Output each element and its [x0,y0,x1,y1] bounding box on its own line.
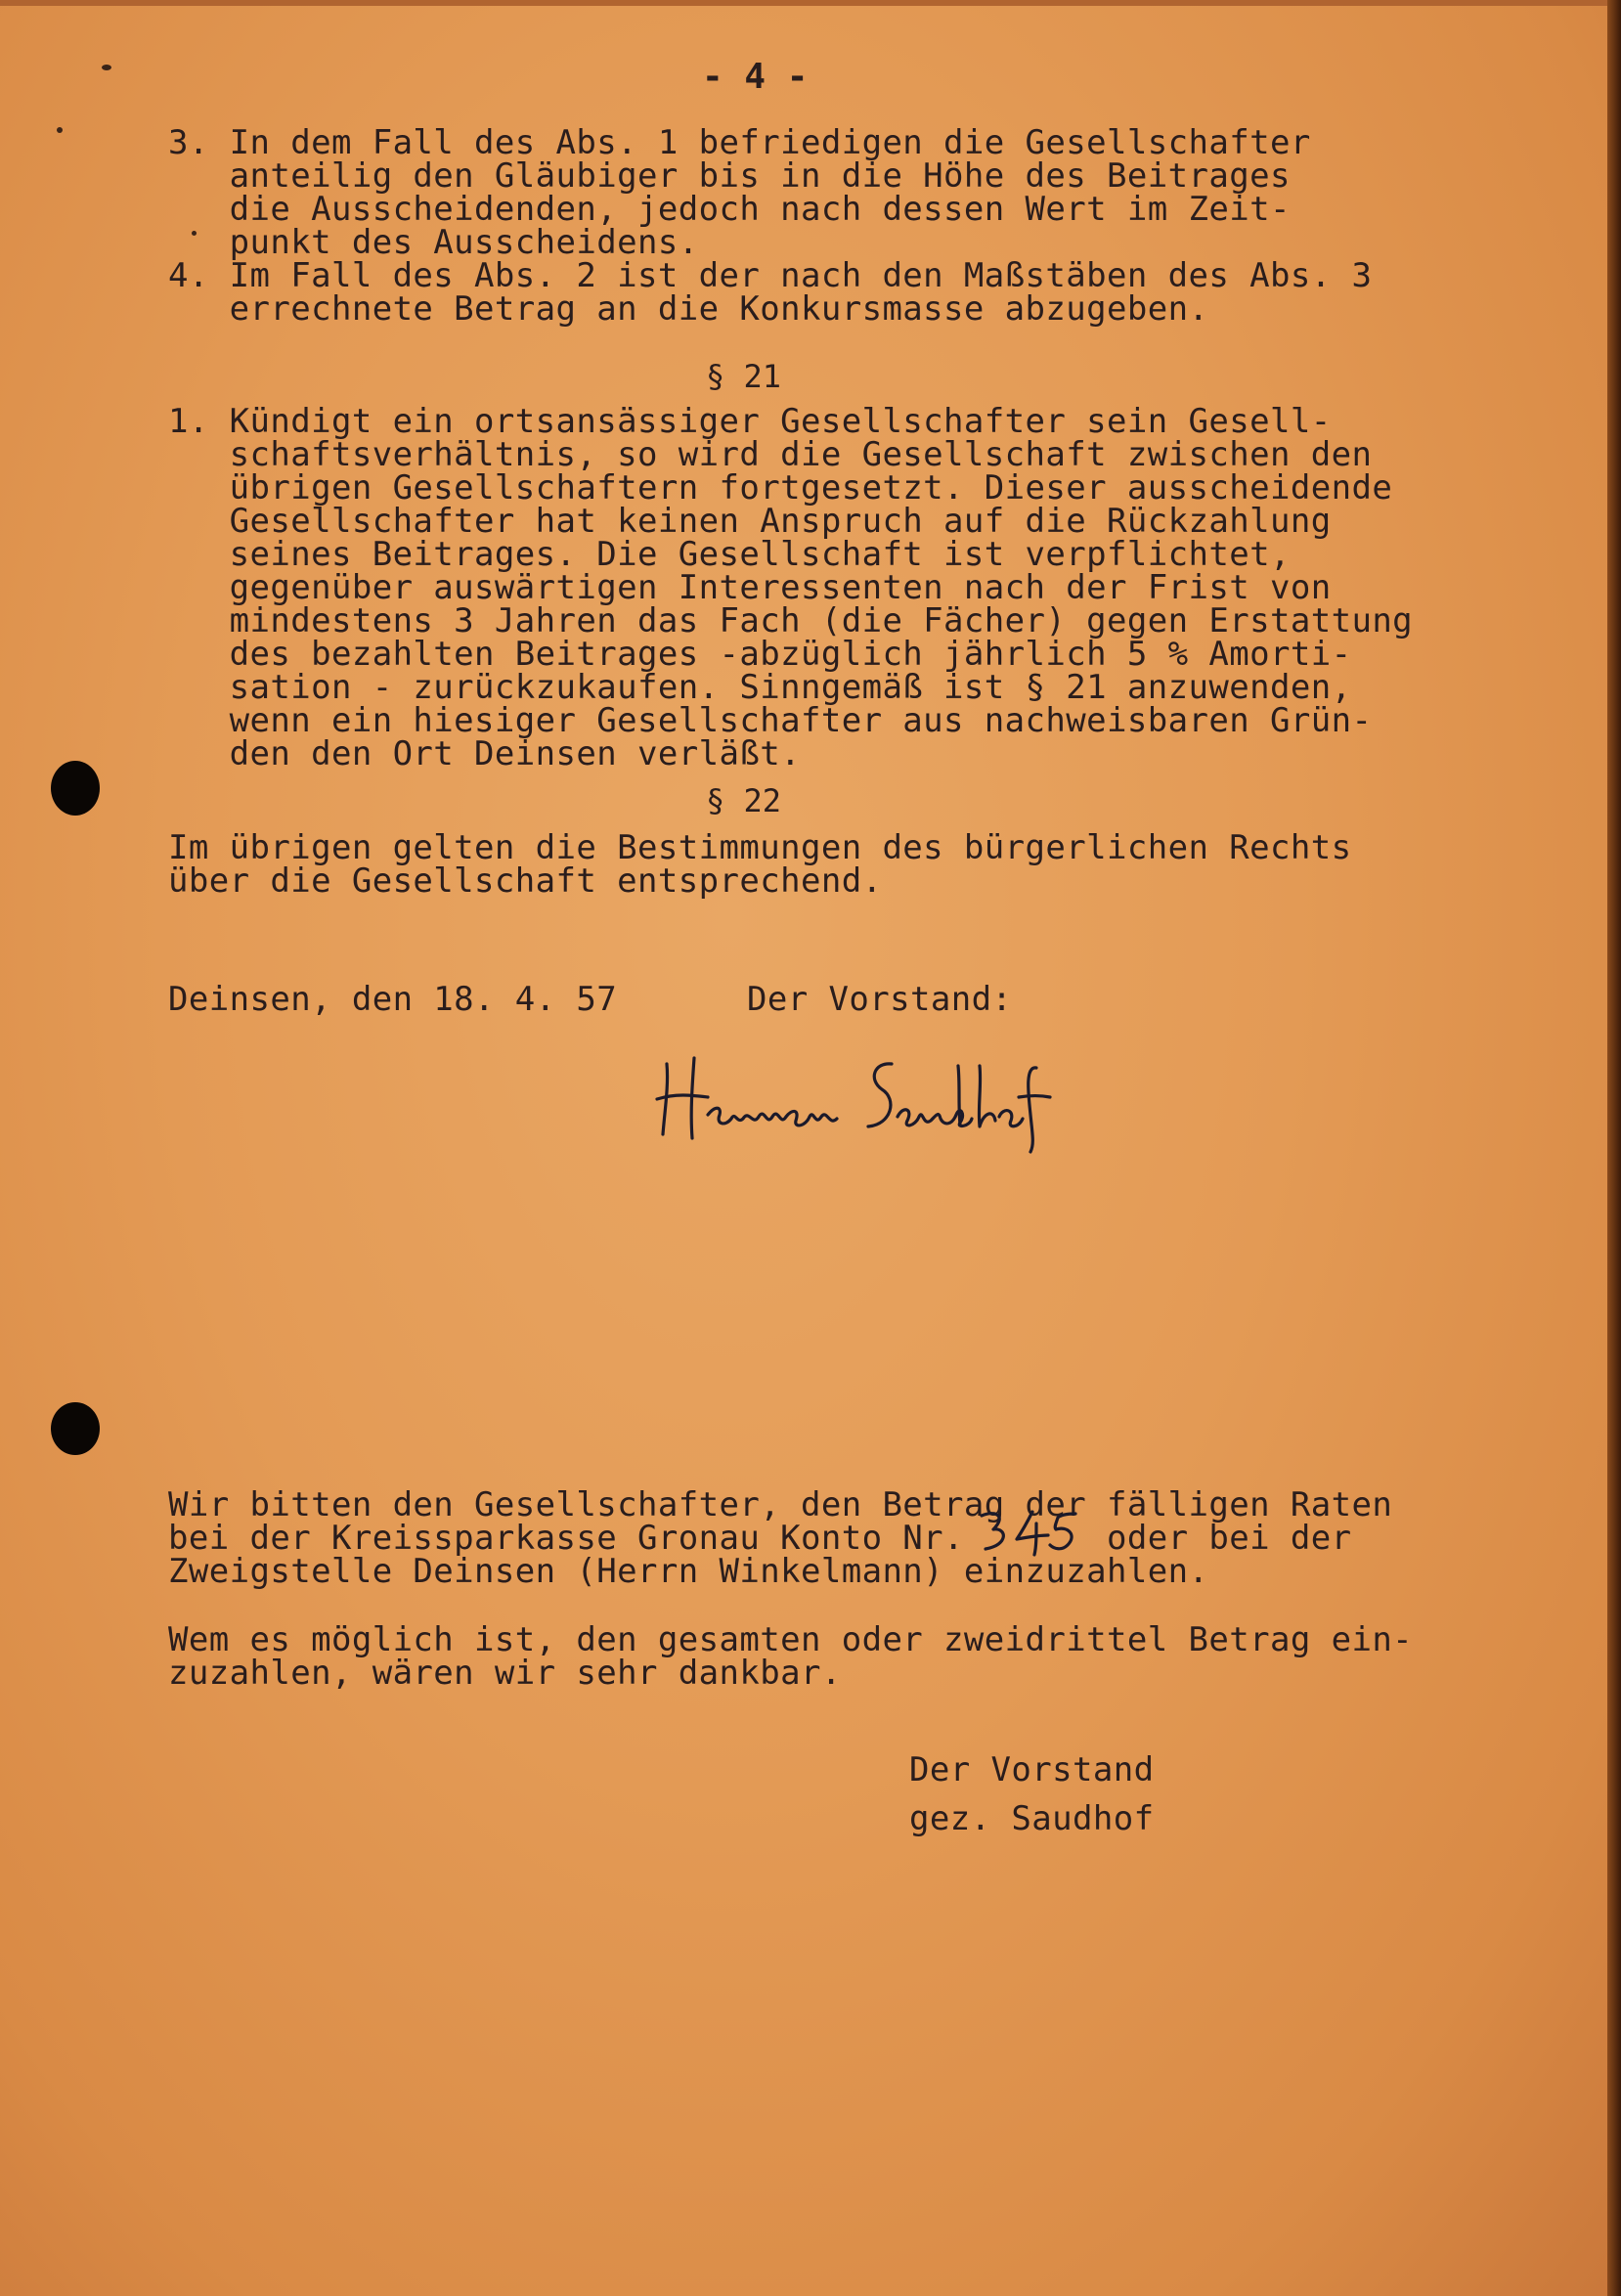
section-22-heading: § 22 [706,782,782,819]
section-22-line: über die Gesellschaft entsprechend. [168,861,883,901]
section-21-line: des bezahlten Beitrages -abzüglich jährlich 5 % Amorti- [168,635,1352,674]
item-3-line-3: die Ausscheidenden, jedoch nach dessen Wert im Zeit- [168,190,1291,229]
closing-board: Der Vorstand [909,1750,1155,1789]
page-edge-top [0,0,1621,6]
section-22-line: Im übrigen gelten die Bestimmungen des bürgerlichen Rechts [168,828,1352,867]
item-3-line-4: punkt des Ausscheidens. [168,223,699,262]
section-21-line: wenn ein hiesiger Gesellschafter aus nachweisbaren Grün- [168,701,1373,740]
payment-note-line: Wir bitten den Gesellschafter, den Betrag der fälligen Raten [168,1485,1393,1524]
section-21-line: den den Ort Deinsen verläßt. [168,734,801,773]
request-note-line: zuzahlen, wären wir sehr dankbar. [168,1654,842,1693]
place-date: Deinsen, den 18. 4. 57 [168,980,618,1019]
punch-hole-upper [51,761,100,816]
punch-hole-lower [51,1402,100,1455]
item-3-line-2: anteilig den Gläubiger bis in die Höhe des Beitrages [168,156,1291,196]
section-21-line: mindestens 3 Jahren das Fach (die Fächer) gegen Erstattung [168,601,1414,640]
section-21-line: Gesellschafter hat keinen Anspruch auf die Rückzahlung [168,502,1332,541]
handwritten-account-number [974,1506,1081,1566]
page-edge-right [1607,0,1621,2296]
section-21-line: übrigen Gesellschaftern fortgesetzt. Dieser ausscheidende [168,468,1393,508]
item-4-line-1: 4. Im Fall des Abs. 2 ist der nach den Maßstäben des Abs. 3 [168,256,1373,295]
request-note-line: Wem es möglich ist, den gesamten oder zweidrittel Betrag ein- [168,1620,1414,1659]
item-3-line-1: 3. In dem Fall des Abs. 1 befriedigen die Gesellschafter [168,123,1311,162]
section-21-line: seines Beitrages. Die Gesellschaft ist verpflichtet, [168,535,1291,574]
board-label: Der Vorstand: [747,980,1013,1019]
page-number: - 4 - [702,57,809,97]
item-4-line-2: errechnete Betrag an die Konkursmasse abzugeben. [168,289,1209,329]
paper-speck [102,65,111,70]
payment-note-line: Zweigstelle Deinsen (Herrn Winkelmann) einzuzahlen. [168,1552,1209,1591]
closing-signed: gez. Saudhof [909,1799,1155,1838]
section-21-heading: § 21 [706,358,782,395]
section-21-line: sation - zurückzukaufen. Sinngemäß ist § 21 anzuwenden, [168,668,1352,707]
payment-note-line: bei der Kreissparkasse Gronau Konto Nr. oder bei der [168,1519,1352,1558]
section-21-line: gegenüber auswärtigen Interessenten nach der Frist von [168,568,1332,607]
section-21-line: schaftsverhältnis, so wird die Gesellschaft zwischen den [168,435,1373,474]
handwritten-signature [647,1037,1117,1154]
paper-speck [57,127,63,133]
section-21-line: 1. Kündigt ein ortsansässiger Gesellschafter sein Gesell- [168,402,1332,441]
